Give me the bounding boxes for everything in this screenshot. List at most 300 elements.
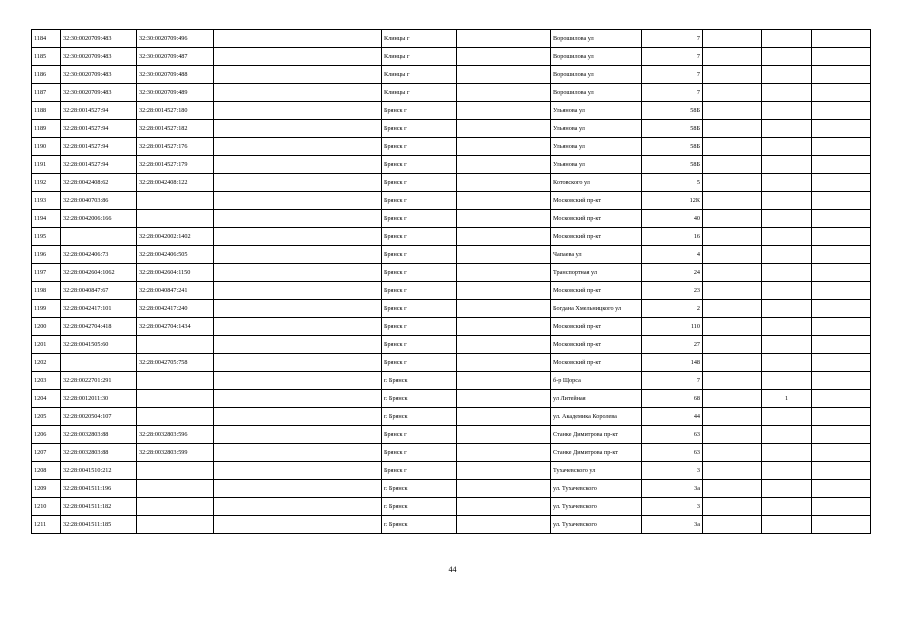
row-number-cell: 1197 <box>32 264 61 282</box>
extra-cell: 1 <box>762 390 812 408</box>
cadastral-number-cell: 32:28:0014527:94 <box>61 102 137 120</box>
city-cell: г. Брянск <box>382 480 457 498</box>
empty-cell <box>214 192 382 210</box>
row-number-cell: 1193 <box>32 192 61 210</box>
city-cell: г. Брянск <box>382 408 457 426</box>
cadastral-number-cell: 32:30:0020709:483 <box>61 66 137 84</box>
empty-cell <box>214 120 382 138</box>
row-number-cell: 1209 <box>32 480 61 498</box>
cadastral-number-cell: 32:28:0041505:60 <box>61 336 137 354</box>
extra-cell <box>762 210 812 228</box>
row-number-cell: 1199 <box>32 300 61 318</box>
house-cell: 7 <box>642 30 703 48</box>
empty-cell <box>703 156 762 174</box>
empty-cell <box>703 390 762 408</box>
extra-cell <box>762 408 812 426</box>
empty-cell <box>703 318 762 336</box>
cadastral-number-cell: 32:30:0020709:483 <box>61 84 137 102</box>
extra-cell <box>762 192 812 210</box>
empty-cell <box>214 282 382 300</box>
extra-cell <box>762 102 812 120</box>
house-cell: 63 <box>642 426 703 444</box>
empty-cell <box>703 138 762 156</box>
room-cadastral-number-cell: 32:28:0042705:758 <box>137 354 214 372</box>
empty-cell <box>457 174 551 192</box>
cadastral-number-cell: 32:28:0041511:182 <box>61 498 137 516</box>
cadastral-number-cell: 32:28:0042006:166 <box>61 210 137 228</box>
street-cell: ул. Тухачевского <box>551 516 642 534</box>
table-body <box>32 30 871 534</box>
cadastral-number-cell: 32:28:0042406:73 <box>61 246 137 264</box>
table-row <box>32 192 871 210</box>
row-number-cell: 1184 <box>32 30 61 48</box>
empty-cell <box>457 138 551 156</box>
room-cadastral-number-cell <box>137 516 214 534</box>
empty-cell <box>703 282 762 300</box>
empty-cell <box>812 84 871 102</box>
empty-cell <box>812 228 871 246</box>
cadastral-number-cell: 32:28:0042704:418 <box>61 318 137 336</box>
street-cell: Московский пр-кт <box>551 228 642 246</box>
street-cell: ул Литейная <box>551 390 642 408</box>
empty-cell <box>457 462 551 480</box>
empty-cell <box>457 426 551 444</box>
empty-cell <box>812 264 871 282</box>
empty-cell <box>214 210 382 228</box>
street-cell: Московский пр-кт <box>551 282 642 300</box>
house-cell: 5 <box>642 174 703 192</box>
city-cell: Клинцы г <box>382 30 457 48</box>
table-row <box>32 102 871 120</box>
empty-cell <box>214 354 382 372</box>
room-cadastral-number-cell: 32:28:0042002:1402 <box>137 228 214 246</box>
table-row <box>32 246 871 264</box>
extra-cell <box>762 30 812 48</box>
table-row <box>32 516 871 534</box>
room-cadastral-number-cell <box>137 192 214 210</box>
cadastral-number-cell: 32:28:0040847:67 <box>61 282 137 300</box>
street-cell: Ворошилова ул <box>551 30 642 48</box>
extra-cell <box>762 66 812 84</box>
empty-cell <box>214 408 382 426</box>
table-row <box>32 138 871 156</box>
extra-cell <box>762 480 812 498</box>
table-row <box>32 426 871 444</box>
empty-cell <box>812 426 871 444</box>
table-row <box>32 300 871 318</box>
room-cadastral-number-cell <box>137 336 214 354</box>
extra-cell <box>762 120 812 138</box>
extra-cell <box>762 264 812 282</box>
empty-cell <box>703 372 762 390</box>
room-cadastral-number-cell: 32:28:0014527:182 <box>137 120 214 138</box>
table-row <box>32 390 871 408</box>
table-row <box>32 318 871 336</box>
empty-cell <box>457 516 551 534</box>
empty-cell <box>214 264 382 282</box>
row-number-cell: 1190 <box>32 138 61 156</box>
city-cell: г. Брянск <box>382 516 457 534</box>
city-cell: г. Брянск <box>382 390 457 408</box>
room-cadastral-number-cell: 32:30:0020709:487 <box>137 48 214 66</box>
row-number-cell: 1186 <box>32 66 61 84</box>
room-cadastral-number-cell: 32:30:0020709:489 <box>137 84 214 102</box>
empty-cell <box>457 84 551 102</box>
city-cell: Брянск г <box>382 282 457 300</box>
cadastral-number-cell: 32:28:0014527:94 <box>61 156 137 174</box>
extra-cell <box>762 336 812 354</box>
cadastral-number-cell: 32:28:0012011:30 <box>61 390 137 408</box>
extra-cell <box>762 444 812 462</box>
cadastral-number-cell: 32:30:0020709:483 <box>61 48 137 66</box>
house-cell: 27 <box>642 336 703 354</box>
room-cadastral-number-cell: 32:28:0040847:241 <box>137 282 214 300</box>
street-cell: Ворошилова ул <box>551 66 642 84</box>
table-row <box>32 372 871 390</box>
empty-cell <box>457 66 551 84</box>
table-row <box>32 66 871 84</box>
cadastral-number-cell: 32:28:0014527:94 <box>61 138 137 156</box>
street-cell: Станке Димитрова пр-кт <box>551 426 642 444</box>
cadastral-number-cell: 32:28:0014527:94 <box>61 120 137 138</box>
extra-cell <box>762 498 812 516</box>
table-row <box>32 84 871 102</box>
empty-cell <box>457 300 551 318</box>
extra-cell <box>762 228 812 246</box>
empty-cell <box>703 336 762 354</box>
city-cell: Брянск г <box>382 336 457 354</box>
street-cell: Московский пр-кт <box>551 318 642 336</box>
row-number-cell: 1203 <box>32 372 61 390</box>
room-cadastral-number-cell: 32:28:0042406:505 <box>137 246 214 264</box>
empty-cell <box>457 444 551 462</box>
street-cell: Ульянова ул <box>551 120 642 138</box>
house-cell: 23 <box>642 282 703 300</box>
empty-cell <box>457 264 551 282</box>
empty-cell <box>812 462 871 480</box>
house-cell: 58Б <box>642 138 703 156</box>
empty-cell <box>457 480 551 498</box>
room-cadastral-number-cell <box>137 210 214 228</box>
row-number-cell: 1198 <box>32 282 61 300</box>
empty-cell <box>812 246 871 264</box>
street-cell: Богдана Хмельницкого ул <box>551 300 642 318</box>
empty-cell <box>812 408 871 426</box>
extra-cell <box>762 318 812 336</box>
empty-cell <box>703 66 762 84</box>
city-cell: г. Брянск <box>382 372 457 390</box>
empty-cell <box>703 84 762 102</box>
street-cell: Транспортная ул <box>551 264 642 282</box>
address-table <box>31 29 871 534</box>
table-row <box>32 408 871 426</box>
empty-cell <box>214 48 382 66</box>
empty-cell <box>703 102 762 120</box>
empty-cell <box>812 192 871 210</box>
empty-cell <box>812 390 871 408</box>
city-cell: Клинцы г <box>382 84 457 102</box>
room-cadastral-number-cell: 32:28:0032803:599 <box>137 444 214 462</box>
empty-cell <box>214 246 382 264</box>
empty-cell <box>812 354 871 372</box>
table-row <box>32 444 871 462</box>
row-number-cell: 1191 <box>32 156 61 174</box>
empty-cell <box>812 498 871 516</box>
room-cadastral-number-cell: 32:28:0014527:179 <box>137 156 214 174</box>
empty-cell <box>703 354 762 372</box>
empty-cell <box>812 444 871 462</box>
room-cadastral-number-cell <box>137 462 214 480</box>
street-cell: Тухачевского ул <box>551 462 642 480</box>
empty-cell <box>457 498 551 516</box>
empty-cell <box>214 138 382 156</box>
street-cell: ул. Тухачевского <box>551 498 642 516</box>
empty-cell <box>457 246 551 264</box>
room-cadastral-number-cell <box>137 408 214 426</box>
empty-cell <box>457 318 551 336</box>
cadastral-number-cell: 32:28:0022701:291 <box>61 372 137 390</box>
house-cell: 7 <box>642 84 703 102</box>
table-row <box>32 264 871 282</box>
house-cell: 110 <box>642 318 703 336</box>
room-cadastral-number-cell <box>137 372 214 390</box>
table-row <box>32 120 871 138</box>
street-cell: ул. Академика Королева <box>551 408 642 426</box>
row-number-cell: 1207 <box>32 444 61 462</box>
cadastral-number-cell: 32:28:0032803:88 <box>61 426 137 444</box>
cadastral-number-cell: 32:30:0020709:483 <box>61 30 137 48</box>
empty-cell <box>703 498 762 516</box>
cadastral-number-cell: 32:28:0040703:86 <box>61 192 137 210</box>
street-cell: Ворошилова ул <box>551 48 642 66</box>
empty-cell <box>703 192 762 210</box>
house-cell: 3а <box>642 480 703 498</box>
house-cell: 58Б <box>642 102 703 120</box>
extra-cell <box>762 354 812 372</box>
row-number-cell: 1205 <box>32 408 61 426</box>
row-number-cell: 1195 <box>32 228 61 246</box>
street-cell: Московский пр-кт <box>551 336 642 354</box>
house-cell: 4 <box>642 246 703 264</box>
row-number-cell: 1202 <box>32 354 61 372</box>
street-cell: б-р Щорса <box>551 372 642 390</box>
room-cadastral-number-cell: 32:28:0042604:1150 <box>137 264 214 282</box>
cadastral-number-cell: 32:28:0042408:62 <box>61 174 137 192</box>
house-cell: 148 <box>642 354 703 372</box>
cadastral-number-cell <box>61 228 137 246</box>
cadastral-number-cell: 32:28:0041510:212 <box>61 462 137 480</box>
cadastral-number-cell: 32:28:0041511:185 <box>61 516 137 534</box>
extra-cell <box>762 174 812 192</box>
empty-cell <box>703 30 762 48</box>
empty-cell <box>703 426 762 444</box>
house-cell: 12К <box>642 192 703 210</box>
empty-cell <box>457 30 551 48</box>
house-cell: 16 <box>642 228 703 246</box>
empty-cell <box>214 462 382 480</box>
city-cell: Брянск г <box>382 246 457 264</box>
street-cell: Московский пр-кт <box>551 210 642 228</box>
empty-cell <box>812 156 871 174</box>
empty-cell <box>214 156 382 174</box>
house-cell: 40 <box>642 210 703 228</box>
city-cell: Брянск г <box>382 264 457 282</box>
empty-cell <box>812 480 871 498</box>
extra-cell <box>762 138 812 156</box>
room-cadastral-number-cell: 32:28:0042704:1434 <box>137 318 214 336</box>
house-cell: 24 <box>642 264 703 282</box>
empty-cell <box>812 66 871 84</box>
cadastral-number-cell: 32:28:0032803:88 <box>61 444 137 462</box>
table-row <box>32 30 871 48</box>
empty-cell <box>812 174 871 192</box>
city-cell: Клинцы г <box>382 48 457 66</box>
street-cell: ул. Тухачевского <box>551 480 642 498</box>
row-number-cell: 1201 <box>32 336 61 354</box>
empty-cell <box>214 174 382 192</box>
room-cadastral-number-cell <box>137 498 214 516</box>
empty-cell <box>457 156 551 174</box>
table-row <box>32 282 871 300</box>
cadastral-number-cell: 32:28:0042417:101 <box>61 300 137 318</box>
empty-cell <box>812 300 871 318</box>
table-row <box>32 462 871 480</box>
empty-cell <box>812 30 871 48</box>
table-row <box>32 48 871 66</box>
row-number-cell: 1185 <box>32 48 61 66</box>
row-number-cell: 1204 <box>32 390 61 408</box>
empty-cell <box>214 66 382 84</box>
empty-cell <box>703 228 762 246</box>
extra-cell <box>762 246 812 264</box>
empty-cell <box>214 390 382 408</box>
house-cell: 7 <box>642 372 703 390</box>
extra-cell <box>762 300 812 318</box>
house-cell: 44 <box>642 408 703 426</box>
city-cell: г. Брянск <box>382 498 457 516</box>
empty-cell <box>457 372 551 390</box>
house-cell: 63 <box>642 444 703 462</box>
room-cadastral-number-cell <box>137 390 214 408</box>
empty-cell <box>457 210 551 228</box>
city-cell: Брянск г <box>382 156 457 174</box>
cadastral-number-cell: 32:28:0041511:196 <box>61 480 137 498</box>
city-cell: Брянск г <box>382 102 457 120</box>
empty-cell <box>703 300 762 318</box>
empty-cell <box>214 30 382 48</box>
empty-cell <box>457 336 551 354</box>
empty-cell <box>812 336 871 354</box>
street-cell: Чапаева ул <box>551 246 642 264</box>
row-number-cell: 1187 <box>32 84 61 102</box>
page-number: 44 <box>448 565 457 574</box>
city-cell: Брянск г <box>382 354 457 372</box>
city-cell: Клинцы г <box>382 66 457 84</box>
house-cell: 58Б <box>642 120 703 138</box>
extra-cell <box>762 156 812 174</box>
empty-cell <box>703 480 762 498</box>
empty-cell <box>214 426 382 444</box>
empty-cell <box>812 138 871 156</box>
empty-cell <box>214 336 382 354</box>
table-row <box>32 156 871 174</box>
table-row <box>32 480 871 498</box>
city-cell: Брянск г <box>382 462 457 480</box>
city-cell: Брянск г <box>382 192 457 210</box>
room-cadastral-number-cell: 32:28:0042417:240 <box>137 300 214 318</box>
city-cell: Брянск г <box>382 318 457 336</box>
room-cadastral-number-cell: 32:30:0020709:488 <box>137 66 214 84</box>
extra-cell <box>762 426 812 444</box>
empty-cell <box>703 264 762 282</box>
empty-cell <box>214 480 382 498</box>
house-cell: 68 <box>642 390 703 408</box>
street-cell: Станке Димитрова пр-кт <box>551 444 642 462</box>
extra-cell <box>762 84 812 102</box>
row-number-cell: 1189 <box>32 120 61 138</box>
house-cell: 3 <box>642 462 703 480</box>
cadastral-number-cell: 32:28:0020504:107 <box>61 408 137 426</box>
empty-cell <box>457 354 551 372</box>
empty-cell <box>457 390 551 408</box>
room-cadastral-number-cell: 32:28:0014527:180 <box>137 102 214 120</box>
empty-cell <box>812 120 871 138</box>
empty-cell <box>214 300 382 318</box>
city-cell: Брянск г <box>382 300 457 318</box>
empty-cell <box>703 174 762 192</box>
empty-cell <box>214 228 382 246</box>
extra-cell <box>762 48 812 66</box>
empty-cell <box>812 318 871 336</box>
table-row <box>32 174 871 192</box>
empty-cell <box>812 372 871 390</box>
cadastral-number-cell <box>61 354 137 372</box>
room-cadastral-number-cell: 32:28:0014527:176 <box>137 138 214 156</box>
table-row <box>32 210 871 228</box>
street-cell: Московский пр-кт <box>551 354 642 372</box>
empty-cell <box>214 372 382 390</box>
room-cadastral-number-cell <box>137 480 214 498</box>
empty-cell <box>457 282 551 300</box>
empty-cell <box>812 210 871 228</box>
row-number-cell: 1200 <box>32 318 61 336</box>
street-cell: Ульянова ул <box>551 156 642 174</box>
city-cell: Брянск г <box>382 228 457 246</box>
empty-cell <box>214 84 382 102</box>
row-number-cell: 1206 <box>32 426 61 444</box>
empty-cell <box>703 516 762 534</box>
empty-cell <box>703 462 762 480</box>
empty-cell <box>457 48 551 66</box>
city-cell: Брянск г <box>382 210 457 228</box>
empty-cell <box>812 102 871 120</box>
house-cell: 2 <box>642 300 703 318</box>
street-cell: Ульянова ул <box>551 138 642 156</box>
table-row <box>32 498 871 516</box>
city-cell: Брянск г <box>382 426 457 444</box>
empty-cell <box>812 282 871 300</box>
empty-cell <box>703 48 762 66</box>
empty-cell <box>703 210 762 228</box>
street-cell: Котовского ул <box>551 174 642 192</box>
row-number-cell: 1210 <box>32 498 61 516</box>
row-number-cell: 1192 <box>32 174 61 192</box>
empty-cell <box>214 516 382 534</box>
row-number-cell: 1211 <box>32 516 61 534</box>
street-cell: Московский пр-кт <box>551 192 642 210</box>
room-cadastral-number-cell: 32:28:0042408:122 <box>137 174 214 192</box>
city-cell: Брянск г <box>382 444 457 462</box>
